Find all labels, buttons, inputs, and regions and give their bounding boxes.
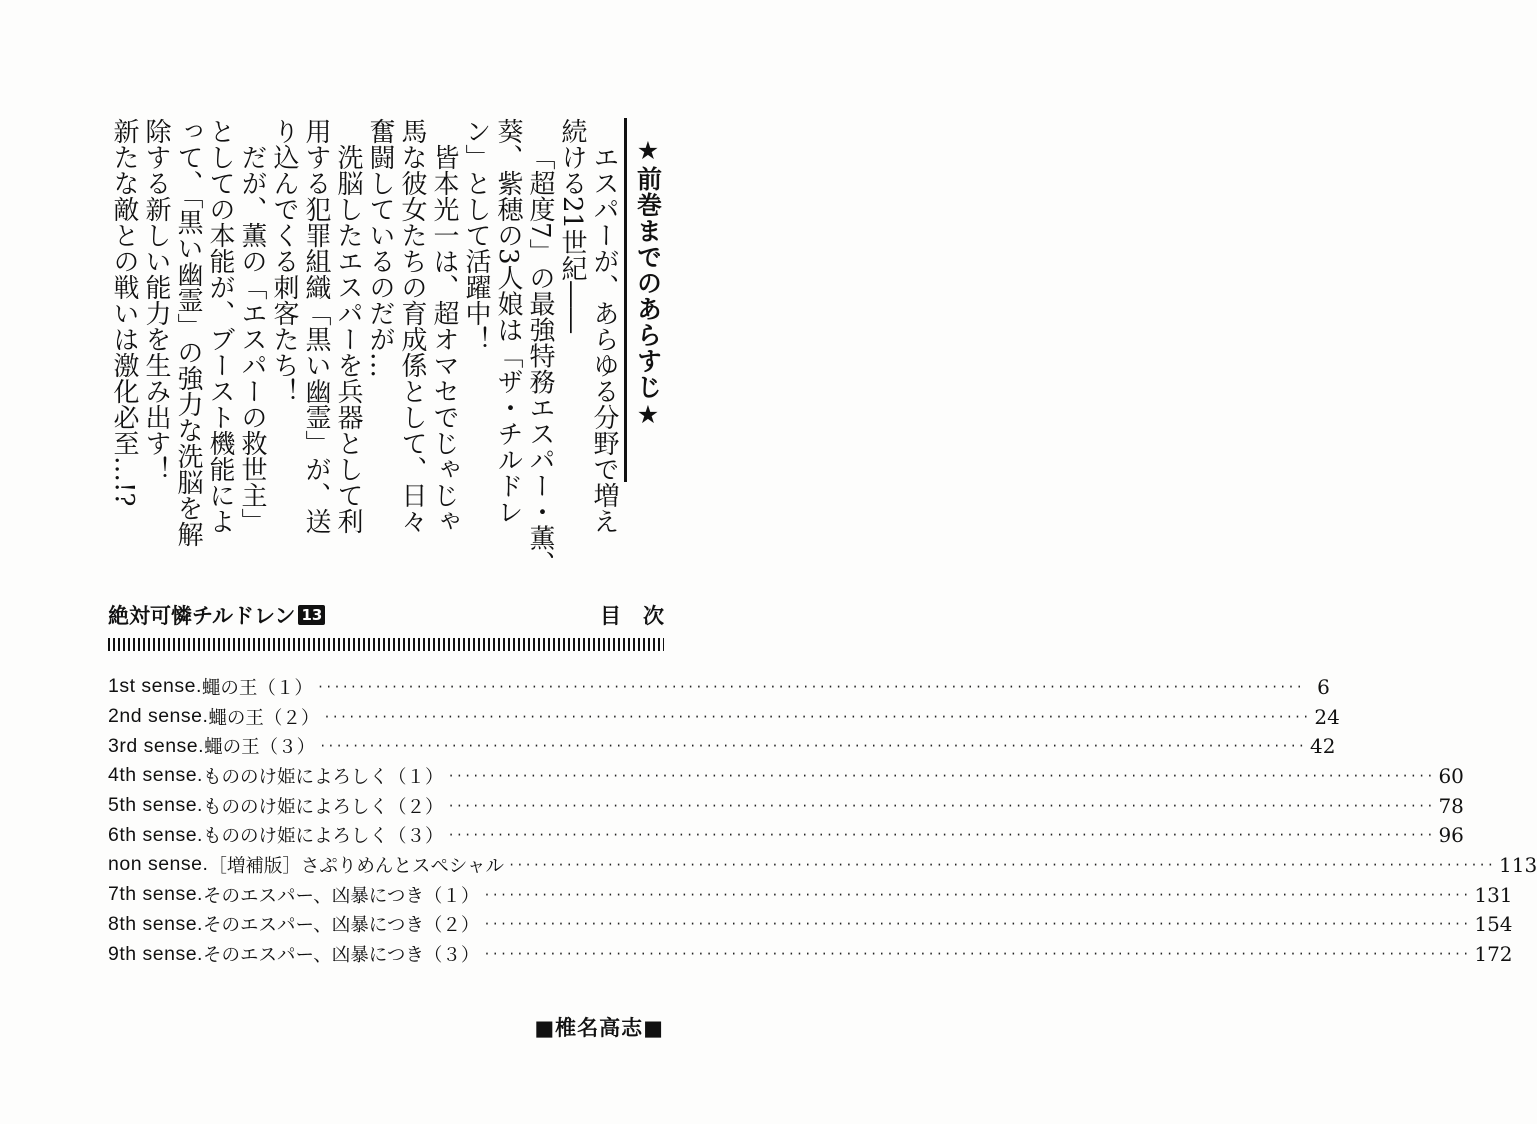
toc-sense: 8th sense. (108, 912, 203, 935)
toc-entry[interactable] (108, 910, 1513, 940)
toc-chapter-title: もののけ姫によろしく（３） (202, 826, 444, 848)
dot-leader: ························································································································ (483, 947, 1471, 962)
toc-sense: 2nd sense. (108, 705, 209, 728)
toc-page-number: 6 (1317, 674, 1330, 699)
toc-entry[interactable] (108, 672, 1330, 702)
synopsis-line: 洗脳したエスパーを兵器として利 (333, 144, 363, 534)
synopsis-line: って、「黒い幽霊」の強力な洗脳を解 (173, 118, 203, 547)
toc-entry[interactable] (108, 939, 1513, 969)
toc-page-number: 131 (1474, 882, 1513, 907)
book-title-text: 絶対可憐チルドレン (108, 604, 296, 628)
toc-chapter-title: もののけ姫によろしく（１） (202, 766, 444, 788)
synopsis-line: 葵、紫穂の3人娘は「ザ・チルドレ (493, 118, 523, 525)
toc-page-number: 78 (1438, 793, 1464, 818)
toc-list (108, 672, 1537, 969)
toc-chapter-title: そのエスパー、凶暴につき（２） (202, 915, 480, 937)
dot-leader: ························································································································ (316, 679, 1304, 694)
toc-sense: 9th sense. (108, 942, 203, 965)
dot-leader: ························································································································ (483, 917, 1471, 932)
toc-page-number: 60 (1438, 763, 1464, 788)
toc-entry[interactable] (108, 791, 1464, 821)
synopsis-line: としての本能が、ブースト機能によ (205, 118, 235, 534)
toc-page-number: 154 (1474, 912, 1513, 937)
toc-entry[interactable] (108, 880, 1513, 910)
dot-leader: ························································································································ (483, 887, 1471, 902)
toc-entry[interactable] (108, 761, 1464, 791)
synopsis-line: 馬な彼女たちの育成係として、日々 (397, 118, 427, 534)
toc-chapter-title: 蠅の王（３） (204, 737, 316, 759)
synopsis-line: 「超度7」の最強特務エスパー・薫、 (525, 144, 555, 577)
toc-header (108, 598, 686, 632)
toc-sense: 4th sense. (108, 764, 203, 787)
contents-label: 目次 (600, 604, 686, 628)
hatched-divider (108, 638, 664, 651)
synopsis-line: 用する犯罪組織「黒い幽霊」が、送 (301, 118, 331, 534)
synopsis-line: エスパーが、あらゆる分野で増え (589, 144, 619, 534)
dot-leader: ························································································································ (447, 798, 1435, 813)
toc-page-number: 172 (1474, 942, 1513, 967)
toc-entry[interactable] (108, 731, 1336, 761)
volume-badge: 13 (298, 605, 325, 625)
synopsis-line: ン」として活躍中！ (461, 118, 491, 352)
toc-sense: 5th sense. (108, 794, 203, 817)
toc-sense: 6th sense. (108, 823, 203, 846)
toc-sense: 1st sense. (108, 675, 202, 698)
synopsis-line: 続ける21世紀―― (557, 118, 587, 334)
synopsis-line: 皆本光一は、超オマセでじゃじゃ (429, 144, 459, 534)
toc-sense: 7th sense. (108, 883, 203, 906)
toc-page-number: 113 (1499, 852, 1537, 877)
synopsis-line: 除する新しい能力を生み出す！ (141, 118, 171, 482)
synopsis-line: 新たな敵との戦いは激化必至…!? (109, 118, 139, 507)
author-credit: ■椎名高志■ (534, 1016, 664, 1040)
synopsis-line: り込んでくる刺客たち！ (269, 118, 299, 404)
book-title (108, 600, 325, 630)
synopsis-text (109, 118, 620, 577)
dot-leader: ························································································································ (447, 828, 1435, 843)
toc-chapter-title: ［増補版］さぷりめんとスペシャル (208, 855, 505, 877)
toc-page-number: 24 (1314, 704, 1340, 729)
synopsis-line: 奮闘しているのだが… (365, 118, 395, 378)
dot-leader: ························································································································ (447, 768, 1435, 783)
synopsis-heading: ★前巻までのあらすじ★ (633, 136, 663, 430)
dot-leader: ························································································································ (319, 739, 1307, 754)
synopsis-line: だが、薫の「エスパーの救世主」 (237, 144, 267, 534)
toc-entry[interactable] (108, 820, 1464, 850)
toc-sense: non sense. (108, 853, 209, 876)
toc-entry[interactable] (108, 702, 1340, 732)
toc-chapter-title: もののけ姫によろしく（２） (202, 796, 444, 818)
dot-leader: ························································································································ (323, 709, 1311, 724)
dot-leader: ························································································································ (508, 857, 1495, 872)
toc-chapter-title: そのエスパー、凶暴につき（１） (202, 885, 480, 907)
toc-chapter-title: 蠅の王（１） (201, 677, 313, 699)
toc-chapter-title: 蠅の王（２） (208, 707, 320, 729)
toc-chapter-title: そのエスパー、凶暴につき（３） (202, 945, 480, 967)
toc-sense: 3rd sense. (108, 734, 205, 757)
synopsis-heading-box (624, 118, 668, 482)
toc-page-number: 96 (1438, 823, 1464, 848)
toc-page-number: 42 (1310, 734, 1336, 759)
toc-entry[interactable] (108, 850, 1537, 880)
